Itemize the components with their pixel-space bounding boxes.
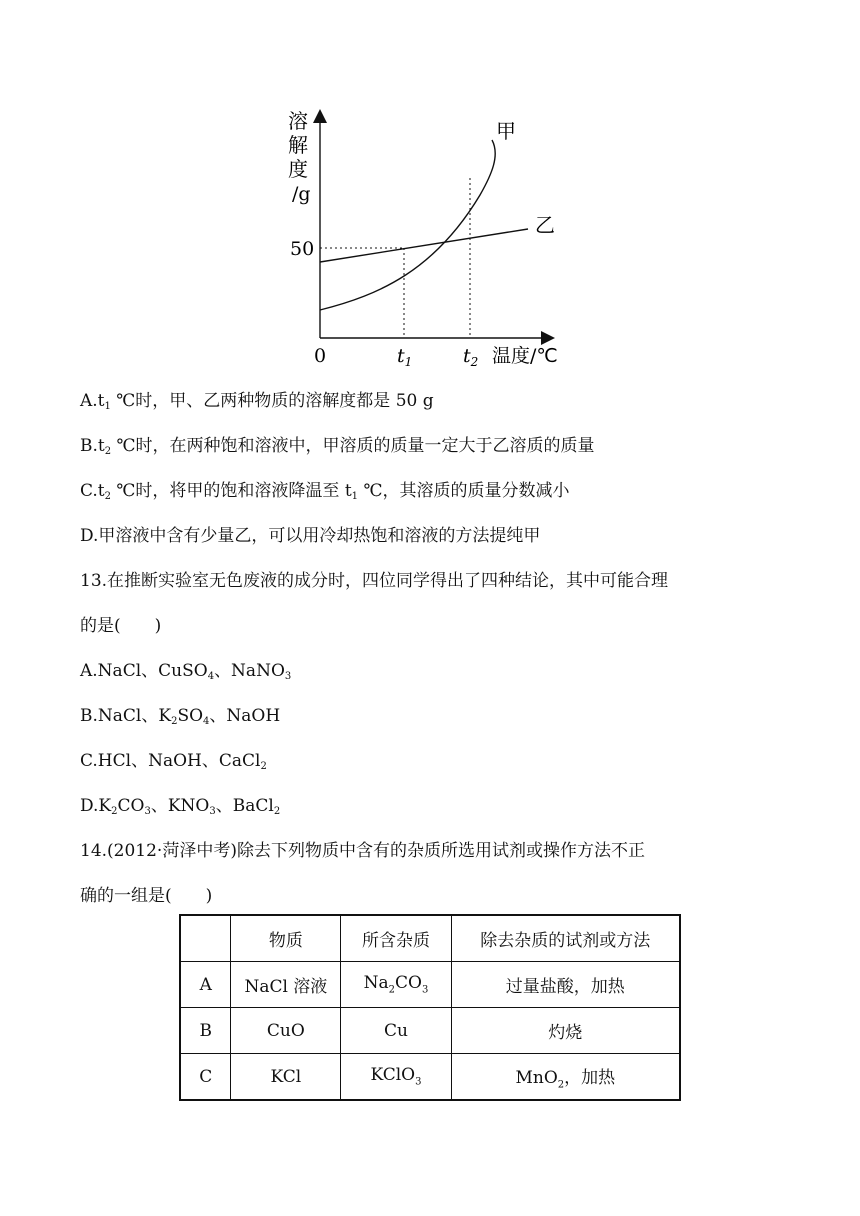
q13-stem-line2: 的是( )	[80, 616, 162, 636]
q14-stem-line1: 14.(2012·菏泽中考)除去下列物质中含有的杂质所选用试剂或操作方法不正	[80, 841, 645, 861]
row-method: MnO$_2$，加热	[451, 1054, 680, 1101]
q13-option-b: B.NaCl、$K_2SO_4$、NaOH	[80, 706, 281, 727]
q12-option-d: D.甲溶液中含有少量乙，可以用冷却热饱和溶液的方法提纯甲	[80, 526, 541, 546]
x-tick-t2: $t_2$	[463, 345, 479, 369]
table-header-cell: 除去杂质的试剂或方法	[451, 915, 680, 962]
row-method: 过量盐酸，加热	[451, 962, 680, 1008]
series-label-yi: 乙	[535, 213, 555, 237]
solubility-chart-svg	[270, 100, 590, 380]
table-header-row	[180, 915, 680, 962]
y-label-char-1: 溶	[288, 109, 308, 133]
row-impurity: $Na_2CO_3$	[341, 962, 451, 1008]
table-row	[180, 962, 680, 1008]
x-tick-t1: $t_1$	[397, 345, 413, 369]
y-unit: /g	[292, 183, 311, 205]
q12-option-b: $B.t_2$ ℃时，在两种饱和溶液中，甲溶质的质量一定大于乙溶质的质量	[80, 436, 595, 457]
row-method: 灼烧	[451, 1008, 680, 1054]
origin-label: 0	[314, 345, 327, 367]
y-label-char-2: 解	[288, 133, 308, 157]
row-id: B	[180, 1008, 231, 1054]
q13-stem-line1: 13.在推断实验室无色废液的成分时，四位同学得出了四种结论，其中可能合理	[80, 571, 669, 591]
table-row	[180, 1008, 680, 1054]
q13-option-d: $D.K_2CO_3$、$KNO_3$、BaCl$_2$	[80, 796, 281, 817]
series-label-jia: 甲	[496, 119, 516, 143]
row-id: A	[180, 962, 231, 1008]
q13-option-a: A.NaCl、CuSO$_4$、NaNO$_3$	[80, 661, 292, 682]
row-id: C	[180, 1054, 231, 1101]
table-header-cell: 物质	[231, 915, 341, 962]
q14-stem-line2: 确的一组是( )	[80, 886, 213, 906]
q12-option-c: $C.t_2$ ℃时，将甲的饱和溶液降温至 $t_1$ ℃，其溶质的质量分数减小	[80, 481, 570, 502]
y-tick-50: 50	[290, 238, 315, 260]
x-axis-label: 温度/℃	[492, 345, 558, 367]
row-impurity: KClO$_3$	[341, 1054, 451, 1101]
q14-table	[179, 914, 681, 1101]
q12-option-a: $A.t_1$ ℃时，甲、乙两种物质的溶解度都是 50 g	[80, 391, 434, 412]
row-substance: CuO	[231, 1008, 341, 1054]
table-row	[180, 1054, 680, 1101]
row-substance: KCl	[231, 1054, 341, 1101]
row-substance: NaCl 溶液	[231, 962, 341, 1008]
q13-option-c: C.HCl、NaOH、CaCl$_2$	[80, 751, 267, 772]
table-header-cell	[180, 915, 231, 962]
y-label-char-3: 度	[288, 157, 308, 181]
row-impurity: Cu	[341, 1008, 451, 1054]
table-header-cell: 所含杂质	[341, 915, 451, 962]
line-yi	[320, 229, 528, 262]
curve-jia	[320, 140, 495, 310]
solubility-graph	[270, 100, 590, 380]
